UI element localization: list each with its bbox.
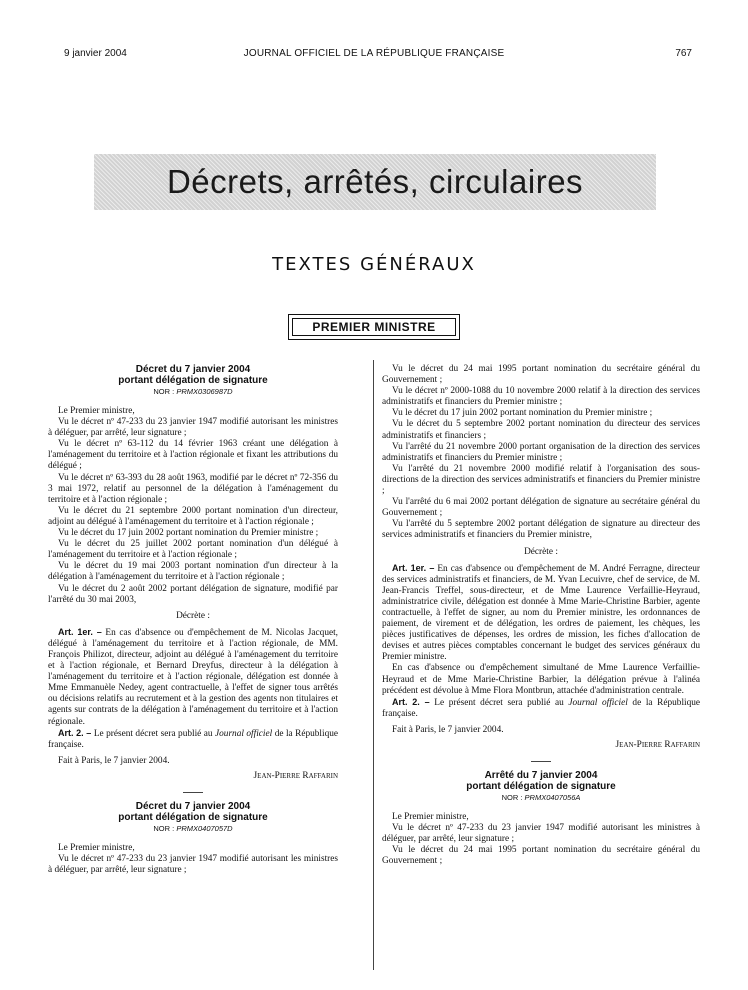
paragraph: Vu le décret du 5 septembre 2002 portant nomination du directeur des services administratifs et financiers ; <box>382 419 700 441</box>
paragraph: Vu le décret du 21 septembre 2000 portant nomination d'un directeur, adjoint au délégué à l'aménagement du territoire et à l'action régionale ; <box>48 505 338 527</box>
journal-name: Journal officiel <box>215 728 273 739</box>
paragraph: Vu le décret du 24 mai 1995 portant nomination du secrétaire général du Gouvernement ; <box>382 364 700 386</box>
paragraph: Vu le décret du 24 mai 1995 portant nomination du secrétaire général du Gouvernement ; <box>382 845 700 867</box>
decree-subtitle: portant délégation de signature <box>118 375 268 386</box>
paragraph: Vu le décret nº 63-112 du 14 février 1963 créant une délégation à l'aménagement du territoire et à l'action régionale et fixant les attributions du délégué ; <box>48 439 338 472</box>
header-date: 9 janvier 2004 <box>64 48 127 59</box>
page-number: 767 <box>675 48 692 59</box>
nor-label: NOR : <box>153 824 175 833</box>
paragraph: Vu le décret nº 47-233 du 23 janvier 1947 modifié autorisant les ministres à déléguer, par arrêté, leur signature ; <box>48 417 338 439</box>
section-title: TEXTES GÉNÉRAUX <box>272 254 476 275</box>
nor-reference <box>382 792 700 804</box>
paragraph: Vu le décret nº 47-233 du 23 janvier 1947 modifié autorisant les ministres à déléguer, par arrêté, leur signature ; <box>382 823 700 845</box>
ministry-label: PREMIER MINISTRE <box>312 320 436 334</box>
paragraph: Vu le décret du 19 mai 2003 portant nomination d'un directeur à la délégation à l'aménagement du territoire et à l'action régionale ; <box>48 561 338 583</box>
article-text: Le présent décret sera publié au <box>93 728 213 739</box>
decree-title: Décret du 7 janvier 2004 <box>135 801 251 812</box>
column-divider <box>373 360 374 970</box>
separator <box>531 761 551 762</box>
nor-reference <box>48 386 338 398</box>
signature: Jean-Pierre Raffarin <box>253 770 338 781</box>
nor-code: PRMX0407056A <box>524 793 581 803</box>
paragraph: Vu le décret nº 63-393 du 28 août 1963, modifié par le décret nº 72-356 du 3 mai 1972, relatif au personnel de la délégation à l'aménagement du territoire et à l'action régionale ; <box>48 472 338 505</box>
article-text: En cas d'absence ou d'empêchement de M. Nicolas Jacquet, délégué à l'aménagement du territoire et à l'action régionale, de MM. François Philizot, directeur, adjoint au délégué à l'aménagement du territoire et à l'action régionale, et Bernard Dreyfus, directeur à la délégation à l'aménagement du territoire et à l'action régionale, délégation est donnée à Mme Emmanuèle Nedey, agent contractuelle, à l'effet de signer tous arrêtés ou décisions relatifs au recrutement et à la gestion des agents non titulaires et agents sur contrats de la délégation à l'aménagement du territoire et à l'action régionale. <box>48 627 338 727</box>
page-header <box>0 48 748 64</box>
journal-title: JOURNAL OFFICIEL DE LA RÉPUBLIQUE FRANÇAISE <box>243 48 505 59</box>
decrete-line: Décrète : <box>176 610 210 621</box>
article-2 <box>382 697 700 720</box>
article-label: Art. 1er. – <box>392 562 435 573</box>
nor-label: NOR : <box>153 387 175 396</box>
paragraph: Vu le décret du 17 juin 2002 portant nomination du Premier ministre ; <box>392 408 653 419</box>
paragraph: Le Premier ministre, <box>58 406 135 416</box>
article-label: Art. 2. – <box>58 727 92 738</box>
decree-subtitle: portant délégation de signature <box>118 812 268 823</box>
paragraph: Vu le décret nº 47-233 du 23 janvier 1947 modifié autorisant les ministres à déléguer, par arrêté, leur signature ; <box>48 854 338 876</box>
right-column <box>382 364 700 868</box>
signature: Jean-Pierre Raffarin <box>615 740 700 750</box>
paragraph: Vu l'arrêté du 6 mai 2002 portant délégation de signature au secrétaire général du Gouvernement ; <box>382 497 700 519</box>
article-text: de la République française. <box>382 697 701 719</box>
arrete-subtitle: portant délégation de signature <box>466 781 616 793</box>
paragraph: Vu le décret du 2 août 2002 portant délégation de signature, modifié par l'arrêté du 30 mai 2003, <box>48 583 338 605</box>
done-line: Fait à Paris, le 7 janvier 2004. <box>392 724 504 735</box>
paragraph: Vu le décret du 25 juillet 2002 portant nomination d'un délégué à l'aménagement du territoire et à l'action régionale ; <box>48 539 338 561</box>
article-1 <box>48 627 338 728</box>
nor-reference <box>48 823 338 835</box>
article-label: Art. 1er. – <box>58 626 102 637</box>
article-2 <box>48 728 338 751</box>
nor-label: NOR : <box>501 793 523 803</box>
article-text: En cas d'absence ou d'empêchement de M. André Ferragne, directeur des services administratifs et financiers, de M. Yvan Lecuivre, chef de service, de M. Jean-Francis Treffel, sous-directeur, et de Mme Laurence Verfaillie-Heyraud, administratrice civile, délégation est donnée à Mme Marie-Christine Barbier, agente contractuelle, à l'effet de signer, au nom du Premier ministre, les ordonnances de paiement, de virement et de délégation, les ordres de paiement, les chèques, les pièces justificatives de dépenses, les ordres de mission, les fiches d'allocation de devises et autres pièces comptables concernant le budget des services généraux du Premier ministre. <box>382 563 700 663</box>
decree-title: Décret du 7 janvier 2004 <box>135 364 251 375</box>
paragraph: Vu le décret nº 2000-1088 du 10 novembre 2000 relatif à la direction des services administratifs et financiers du Premier ministre ; <box>382 386 700 408</box>
done-line: Fait à Paris, le 7 janvier 2004. <box>58 755 170 766</box>
article-text: Le présent décret sera publié au <box>434 697 564 708</box>
paragraph: En cas d'absence ou d'empêchement simultané de Mme Laurence Verfaillie-Heyraud et de Mme Marie-Christine Barbier, la délégation prévue à l'alinéa précédent est dévolue à Mme Flora Montbrun, attachée d'administration centrale. <box>382 663 700 696</box>
article-text: de la République française. <box>48 728 339 750</box>
paragraph: Le Premier ministre, <box>58 843 135 853</box>
nor-code: PRMX0306987D <box>176 387 233 396</box>
paragraph: Vu l'arrêté du 21 novembre 2000 portant organisation de la direction des services administratifs et financiers du Premier ministre ; <box>382 441 700 463</box>
article-label: Art. 2. – <box>392 696 430 707</box>
left-column <box>48 364 338 876</box>
nor-code: PRMX0407057D <box>176 824 233 833</box>
article-1 <box>382 563 700 664</box>
paragraph: Le Premier ministre, <box>392 812 469 823</box>
arrete-title: Arrêté du 7 janvier 2004 <box>484 770 598 782</box>
decrete-line: Décrète : <box>524 546 558 557</box>
paragraph: Vu le décret du 17 juin 2002 portant nomination du Premier ministre ; <box>58 528 319 539</box>
banner-title: Décrets, arrêtés, circulaires <box>166 163 584 200</box>
section-banner <box>94 154 656 210</box>
ministry-box <box>288 314 460 340</box>
journal-name: Journal officiel <box>568 697 628 708</box>
paragraph: Vu l'arrêté du 21 novembre 2000 modifié relatif à l'organisation des sous-directions de la direction des services administratifs et financiers du Premier ministre ; <box>382 463 700 497</box>
paragraph: Vu l'arrêté du 5 septembre 2002 portant délégation de signature au directeur des services administratifs et financiers du Premier ministre, <box>382 519 700 541</box>
separator <box>183 792 203 793</box>
